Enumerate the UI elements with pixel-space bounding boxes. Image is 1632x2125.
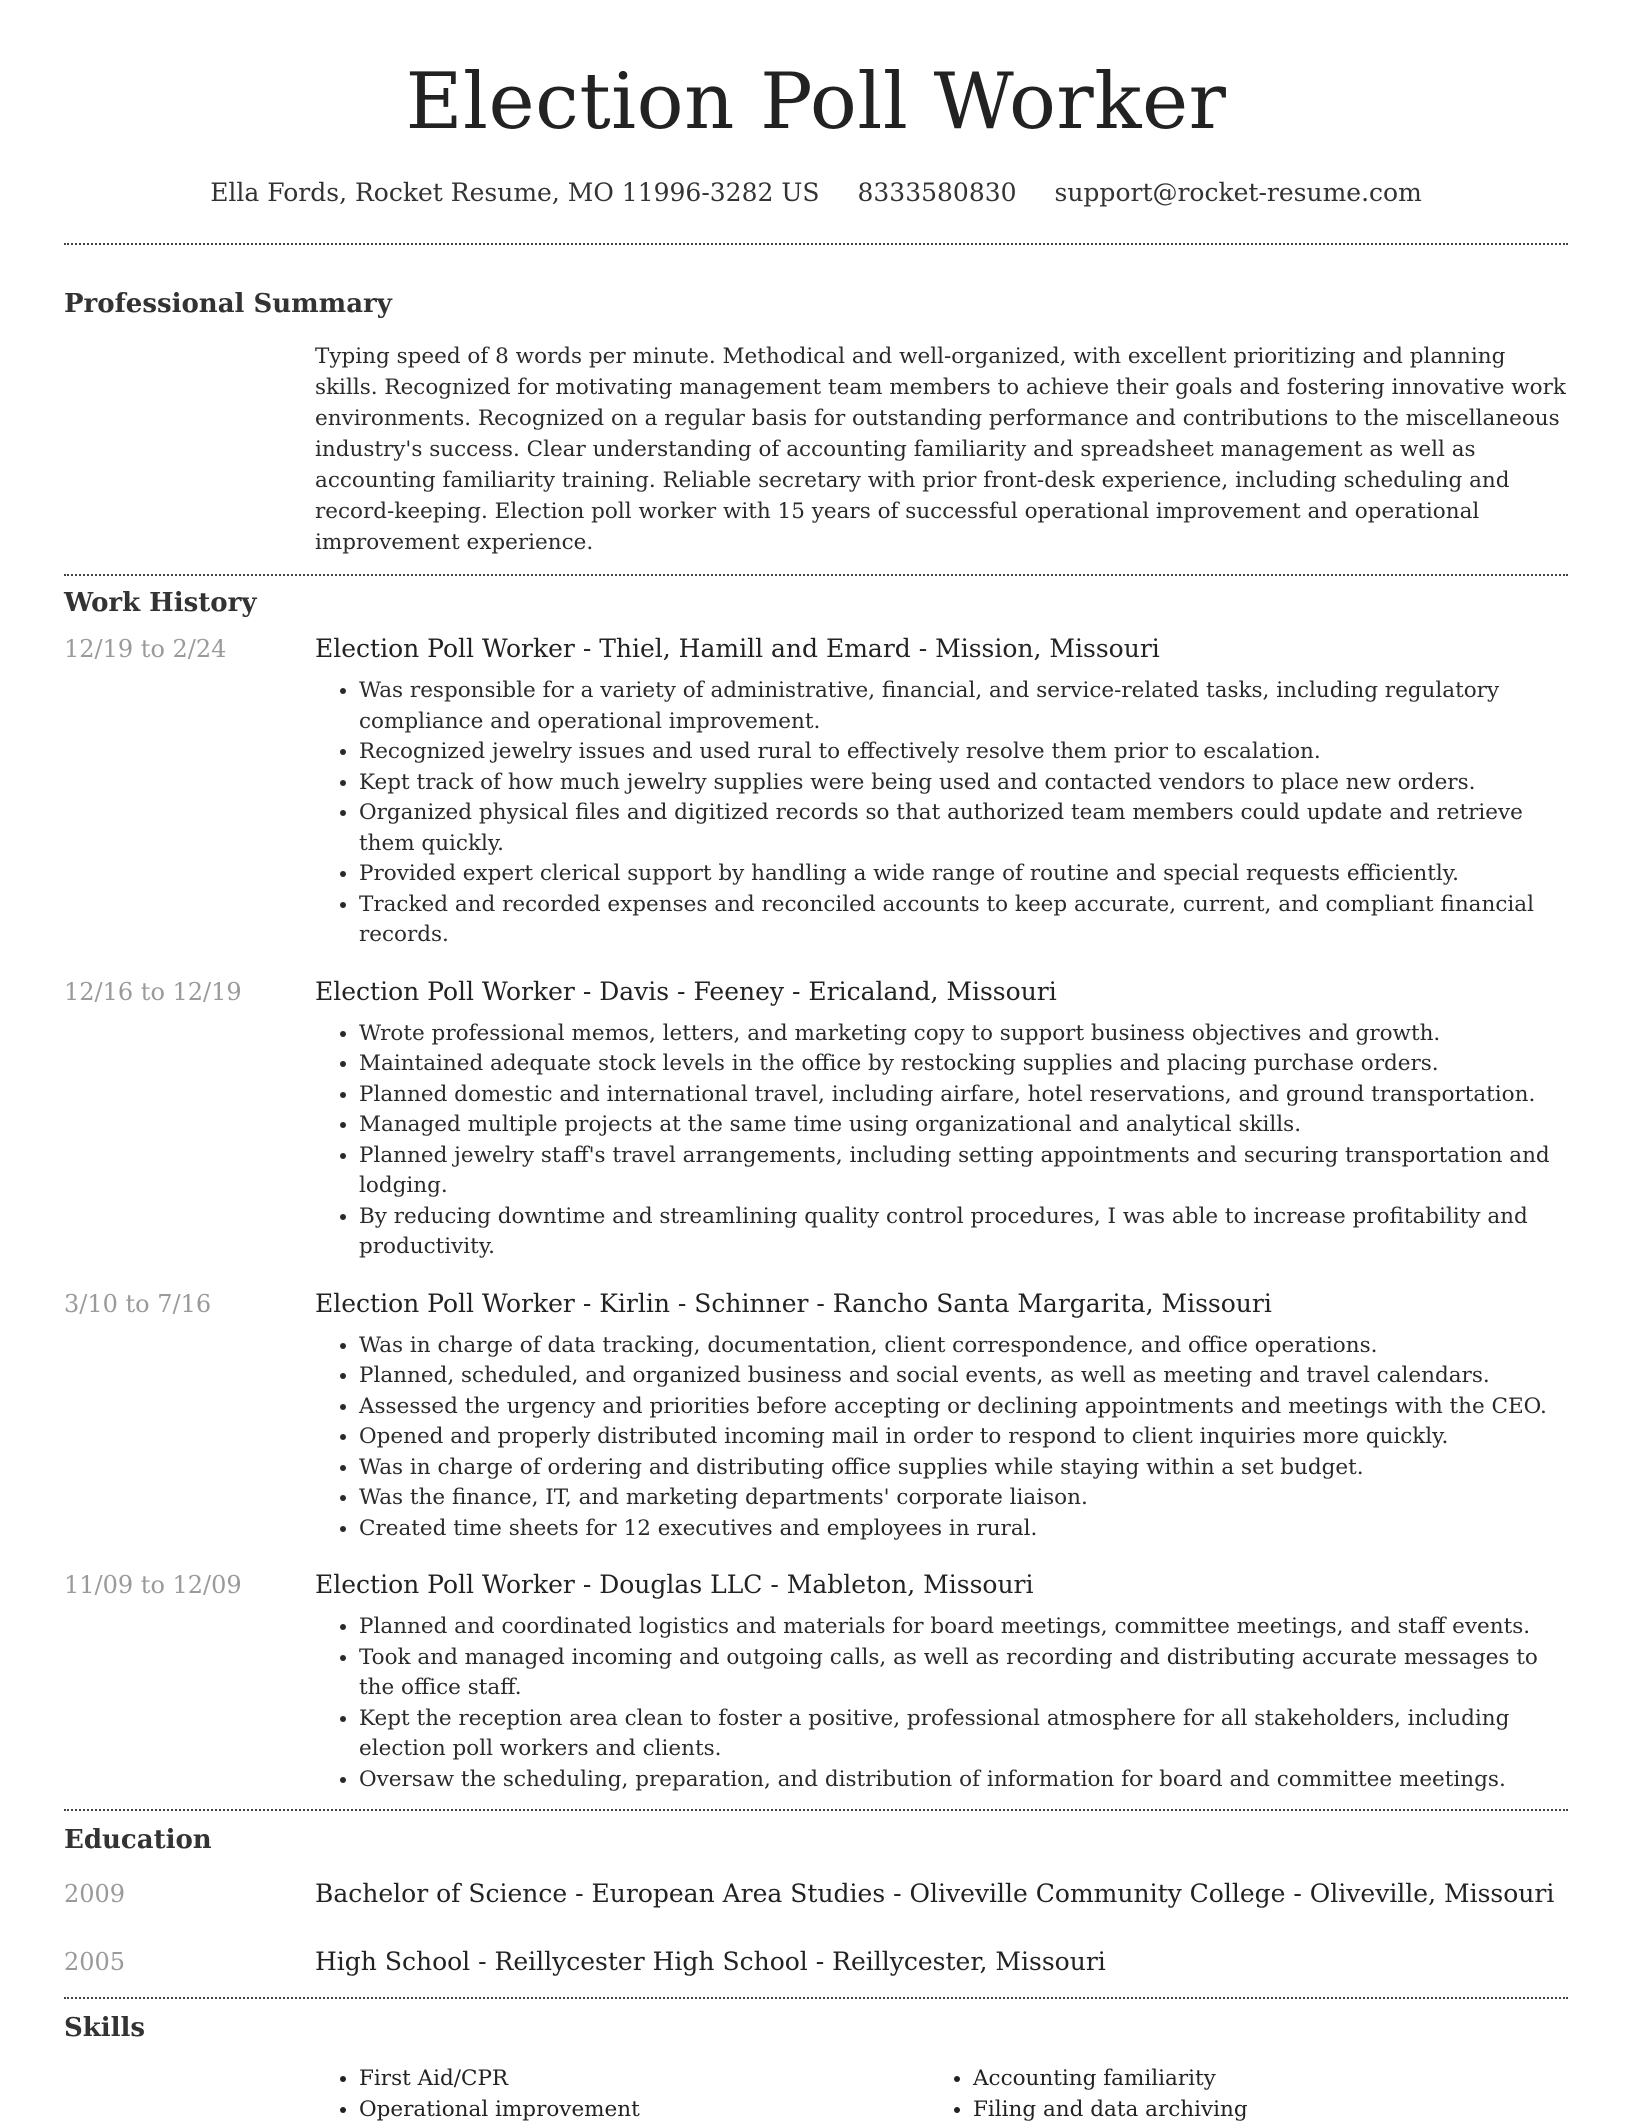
job-entry: [64, 632, 1568, 951]
job-dates: 11/09 to 12/09: [64, 1571, 242, 1599]
education-heading: High School - Reillycester High School - Reillycester, Missouri: [315, 1947, 1106, 1976]
skills-grid: [315, 2063, 1568, 2125]
job-bullet: • Provided expert clerical support by handling a wide range of routine and special requests efficiently.: [359, 859, 1568, 890]
job-dates: 12/19 to 2/24: [64, 635, 227, 663]
job-bullets: [315, 676, 1568, 951]
section-title-skills: Skills: [64, 2013, 146, 2043]
resume-title: Election Poll Worker: [405, 57, 1227, 147]
divider: [64, 243, 1568, 245]
job-bullet: • Assessed the urgency and priorities before accepting or declining appointments and meetings with the CEO.: [359, 1392, 1568, 1423]
job-bullet: • Took and managed incoming and outgoing calls, as well as recording and distributing accurate messages to the office staff.: [359, 1643, 1568, 1704]
section-title-work: Work History: [64, 588, 257, 618]
job-bullets: [315, 1331, 1568, 1545]
job-bullets: [315, 1019, 1568, 1263]
job-bullet: • Kept the reception area clean to foster a positive, professional atmosphere for all stakeholders, including election poll workers and clients.: [359, 1704, 1568, 1765]
section-title-education: Education: [64, 1825, 212, 1855]
job-bullet: • Was in charge of data tracking, documentation, client correspondence, and office operations.: [359, 1331, 1568, 1362]
job-bullet: • Maintained adequate stock levels in the office by restocking supplies and placing purchase orders.: [359, 1049, 1568, 1080]
job-bullet: • Organized physical files and digitized records so that authorized team members could update and retrieve them quickly.: [359, 798, 1568, 859]
skills-list-left: [315, 2063, 929, 2125]
education-entry: [64, 1945, 1568, 1979]
job-bullet: • Planned, scheduled, and organized business and social events, as well as meeting and travel calendars.: [359, 1361, 1568, 1392]
job-bullet: • Oversaw the scheduling, preparation, and distribution of information for board and committee meetings.: [359, 1765, 1568, 1796]
job-bullet: • Was in charge of ordering and distributing office supplies while staying within a set budget.: [359, 1453, 1568, 1484]
contact-line: [64, 176, 1568, 210]
education-section: [64, 1823, 1568, 1979]
job-bullet: • Opened and properly distributed incoming mail in order to respond to client inquiries more quickly.: [359, 1422, 1568, 1453]
work-history-section: [64, 586, 1568, 1795]
section-title-summary: Professional Summary: [64, 289, 392, 319]
job-heading: Election Poll Worker - Davis - Feeney - Ericaland, Missouri: [315, 976, 1057, 1006]
skills-list-right: [929, 2063, 1543, 2125]
job-bullet: • Created time sheets for 12 executives and employees in rural.: [359, 1514, 1568, 1545]
contact-email: support@rocket-resume.com: [1054, 178, 1422, 207]
job-bullet: • Kept track of how much jewelry supplies were being used and contacted vendors to place new orders.: [359, 768, 1568, 799]
skill-item: • Operational improvement: [359, 2094, 929, 2125]
job-heading: Election Poll Worker - Douglas LLC - Mableton, Missouri: [315, 1570, 1034, 1599]
job-bullet: • Planned domestic and international travel, including airfare, hotel reservations, and ground transportation.: [359, 1080, 1568, 1111]
job-entry: [64, 975, 1568, 1263]
job-bullet: • Managed multiple projects at the same time using organizational and analytical skills.: [359, 1110, 1568, 1141]
job-entry: [64, 1287, 1568, 1545]
job-dates: 3/10 to 7/16: [64, 1289, 212, 1318]
education-year: 2005: [64, 1948, 126, 1976]
job-bullet: • Was responsible for a variety of administrative, financial, and service-related tasks, including regulatory compliance and operational improvement.: [359, 676, 1568, 737]
job-bullet: • Wrote professional memos, letters, and marketing copy to support business objectives and growth.: [359, 1019, 1568, 1050]
job-bullet: • Tracked and recorded expenses and reconciled accounts to keep accurate, current, and compliant financial records.: [359, 890, 1568, 951]
contact-phone: 8333580830: [857, 178, 1017, 207]
job-heading: Election Poll Worker - Kirlin - Schinner - Rancho Santa Margarita, Missouri: [315, 1288, 1272, 1318]
skill-item: • Accounting familiarity: [973, 2063, 1543, 2094]
skills-section: [64, 2011, 1568, 2125]
job-dates: 12/16 to 12/19: [64, 977, 242, 1006]
skill-item: • First Aid/CPR: [359, 2063, 929, 2094]
education-heading: Bachelor of Science - European Area Studies - Oliveville Community College - Oliveville, Missouri: [315, 1879, 1555, 1908]
job-bullet: • Planned and coordinated logistics and materials for board meetings, committee meetings, and staff events.: [359, 1612, 1568, 1643]
job-entry: [64, 1568, 1568, 1795]
job-bullet: • By reducing downtime and streamlining quality control procedures, I was able to increase profitability and productivity.: [359, 1202, 1568, 1263]
divider: [64, 574, 1568, 576]
skill-item: • Filing and data archiving: [973, 2094, 1543, 2125]
job-bullet: • Was the finance, IT, and marketing departments' corporate liaison.: [359, 1483, 1568, 1514]
contact-address: Ella Fords, Rocket Resume, MO 11996-3282 US: [210, 178, 820, 207]
job-bullets: [315, 1612, 1568, 1795]
summary-text: Typing speed of 8 words per minute. Methodical and well-organized, with excellent prioritizing and planning skills. Recognized for motivating management team members to achieve their goals and fostering innovative work environments. Recognized on a regular basis for outstanding performance and contributions to the miscellaneous industry's success. Clear understanding of accounting familiarity and spreadsheet management as well as accounting familiarity training. Reliable secretary with prior front-desk experience, including scheduling and record-keeping. Election poll worker with 15 years of successful operational improvement and operational improvement experience.: [315, 344, 1566, 555]
job-bullet: • Planned jewelry staff's travel arrangements, including setting appointments and securing transportation and lodging.: [359, 1141, 1568, 1202]
job-heading: Election Poll Worker - Thiel, Hamill and Emard - Mission, Missouri: [315, 634, 1160, 663]
divider: [64, 1997, 1568, 1999]
job-bullet: • Recognized jewelry issues and used rural to effectively resolve them prior to escalation.: [359, 737, 1568, 768]
education-entry: [64, 1877, 1568, 1911]
education-year: 2009: [64, 1880, 126, 1908]
divider: [64, 1809, 1568, 1811]
